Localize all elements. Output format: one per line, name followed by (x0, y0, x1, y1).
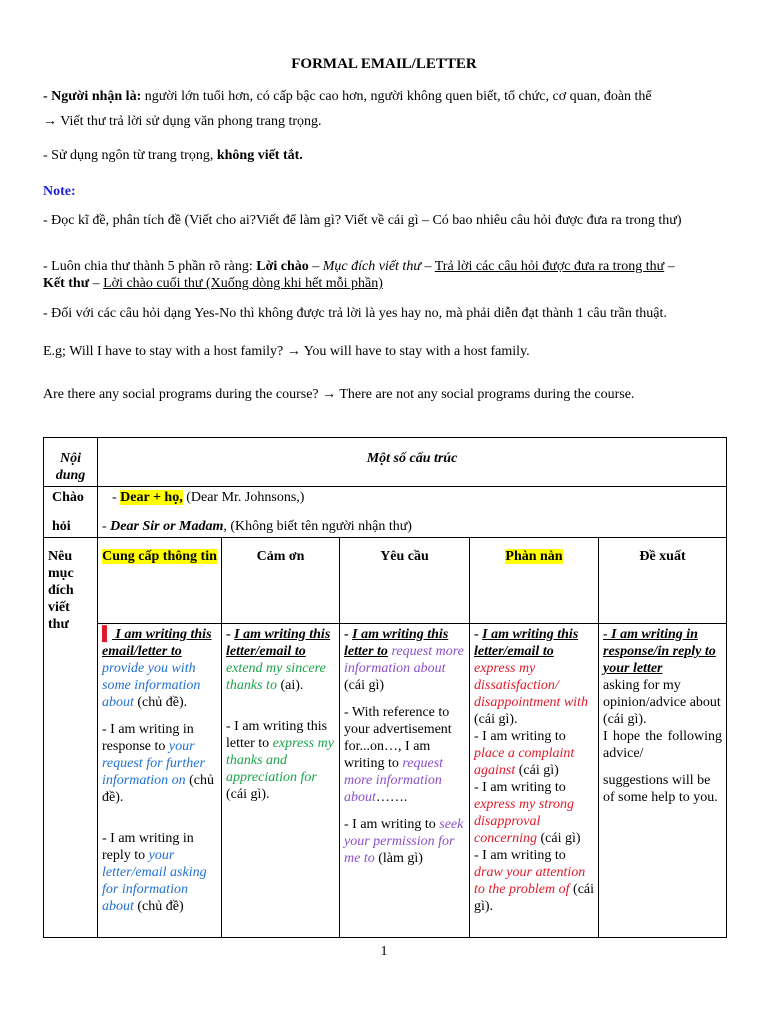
example-2: Are there any social programs during the course? → There are not any social programs during the course. (43, 387, 635, 402)
request-cell: - I am writing this letter to request more information about (cái gì) - With reference to your advertisement for...on…, I am writing to request more information about……. - I am writing to seek your permission for me to (làm gì) (340, 624, 470, 938)
suggest-cell: - I am writing in response/in reply to your letter asking for my opinion/advice about (cái gì). I hope the following advice/ suggestions will be of some help to you. (599, 624, 727, 938)
header-structures: Một số cấu trúc (98, 438, 727, 487)
note-line-2: - Luôn chia thư thành 5 phần rõ ràng: Lời chào – Mục đích viết thư – Trả lời các câu hỏi được đưa ra trong thư – Kết thư – Lời chào cuối thư (Xuống dòng khi hết mỗi phần) (43, 259, 675, 291)
structures-table (43, 437, 727, 938)
header-suggest: Đề xuất (599, 538, 727, 624)
example-1: E.g; Will I have to stay with a host family? → You will have to stay with a host family. (43, 344, 530, 359)
header-content: Nội dung (44, 438, 98, 487)
recipient-line: - Người nhận là: người lớn tuổi hơn, có cấp bậc cao hơn, người không quen biết, tổ chức, cơ quan, đoàn thể (43, 89, 652, 104)
formal-style-line: → Viết thư trả lời sử dụng văn phong trang trọng. (43, 114, 322, 129)
header-complain: Phàn nàn (470, 538, 599, 624)
note-label: Note: (43, 184, 76, 199)
page-number: 1 (380, 944, 388, 959)
purpose-label: Nêu mục đích viết thư (44, 538, 98, 938)
language-line: - Sử dụng ngôn từ trang trọng, không viết tắt. (43, 148, 303, 163)
header-request: Yêu cầu (340, 538, 470, 624)
header-thanks: Cảm ơn (222, 538, 340, 624)
provide-info-cell: ▌ I am writing this email/letter to provide you with some information about (chủ đề). - I am writing in response to your request for further information on (chủ đề). - I am writing in reply to your letter/email asking for information about (chủ đề) (98, 624, 222, 938)
note-line-3: - Đối với các câu hỏi dạng Yes-No thì không được trả lời là yes hay no, mà phải diễn đạt thành 1 câu trần thuật. (43, 306, 667, 321)
thanks-cell: - I am writing this letter/email to extend my sincere thanks to (ai). - I am writing this letter to express my thanks and appreciation for (cái gì). (222, 624, 340, 938)
greeting-label: Chào hỏi (44, 487, 98, 538)
complain-cell: - I am writing this letter/email to express my dissatisfaction/ disappointment with (cái gì). - I am writing to place a complaint against (cái gì) - I am writing to express my strong disapproval concerning (cái gì) - I am writing to draw your attention to the problem of (cái gì). (470, 624, 599, 938)
note-line-1: - Đọc kĩ đề, phân tích đề (Viết cho ai?Viết để làm gì? Viết về cái gì – Có bao nhiêu câu hỏi được đưa ra trong thư) (43, 213, 682, 228)
page-title: FORMAL EMAIL/LETTER (291, 56, 477, 72)
greeting-structures: - Dear + họ, (Dear Mr. Johnsons,) - Dear Sir or Madam, (Không biết tên người nhận thư) (98, 487, 727, 538)
header-provide-info: Cung cấp thông tin (98, 538, 222, 624)
